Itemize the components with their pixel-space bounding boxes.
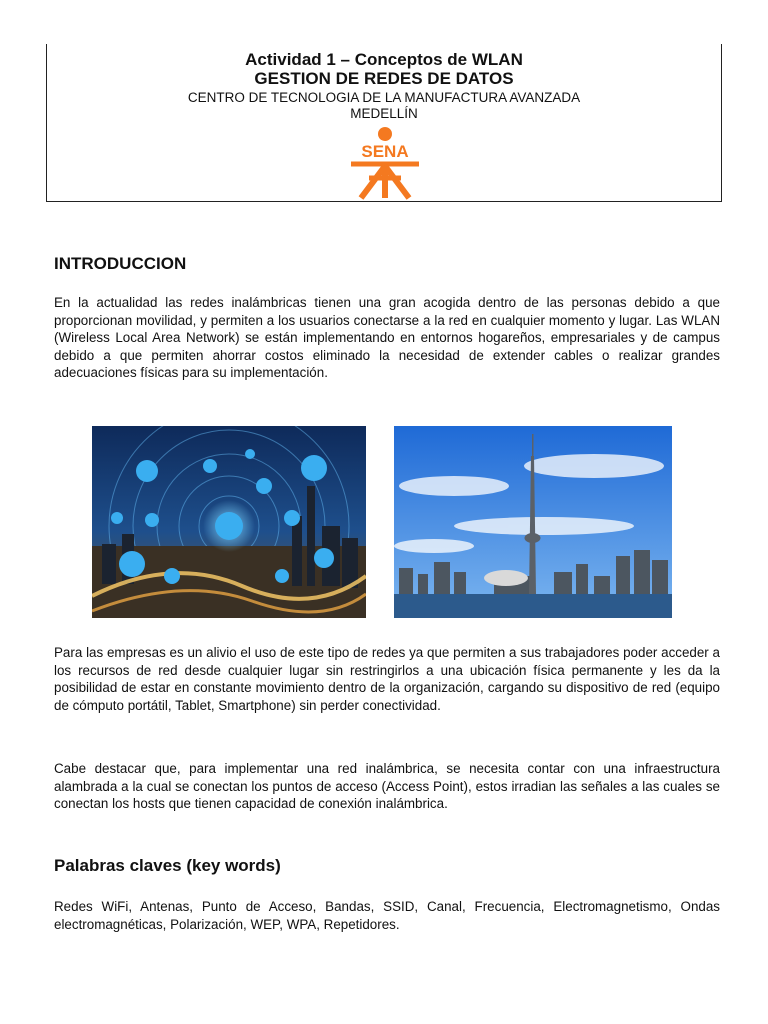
- sena-logo: [347, 126, 423, 202]
- document-title: Actividad 1 – Conceptos de WLAN: [245, 50, 523, 69]
- institution-name: CENTRO DE TECNOLOGIA DE LA MANUFACTURA AVANZADA: [187, 90, 581, 105]
- document-subtitle: GESTION DE REDES DE DATOS: [254, 69, 514, 88]
- document-header: [46, 44, 722, 202]
- wireless-city-image: [92, 426, 366, 618]
- city-name: MEDELLÍN: [350, 106, 418, 121]
- body-paragraph-2: Cabe destacar que, para implementar una red inalámbrica, se necesita contar con una infraestructura alambrada a la cual se conectan los puntos de acceso (Access Point), estos irradian las señales a las cuales se conectan los hosts que tienen capacidad de conexión inalámbrica.: [54, 761, 720, 812]
- intro-paragraph: En la actualidad las redes inalámbricas tienen una gran acogida dentro de las personas debido a que proporcionan movilidad, y permiten a los usuarios conectarse a la red en cualquier momento y lugar. Las WLAN (Wireless Local Area Network) se están implementando en entornos hogareños, empresariales y de campus debido a que permiten ahorrar costos eliminado la necesidad de extender cables o realizar grandes adecuaciones físicas para su implementación.: [54, 295, 720, 381]
- keywords-heading: Palabras claves (key words): [54, 856, 281, 875]
- keywords-text: Redes WiFi, Antenas, Punto de Acceso, Bandas, SSID, Canal, Frecuencia, Electromagnetismo, Ondas electromagnéticas, Polarización, WEP, WPA, Repetidores.: [54, 899, 720, 932]
- logo-text: SENA: [361, 142, 409, 161]
- body-paragraph-1: Para las empresas es un alivio el uso de este tipo de redes ya que permiten a sus trabajadores poder acceder a los recursos de red desde cualquier lugar sin restringirlos a una ubicación física permanente y les da la posibilidad de estar en constante movimiento dentro de la organización, cargando su dispositivo de red (equipo de cómputo portátil, Tablet, Smartphone) sin perder conectividad.: [54, 645, 720, 713]
- toronto-skyline-image: [394, 426, 672, 618]
- intro-heading: INTRODUCCION: [54, 254, 187, 273]
